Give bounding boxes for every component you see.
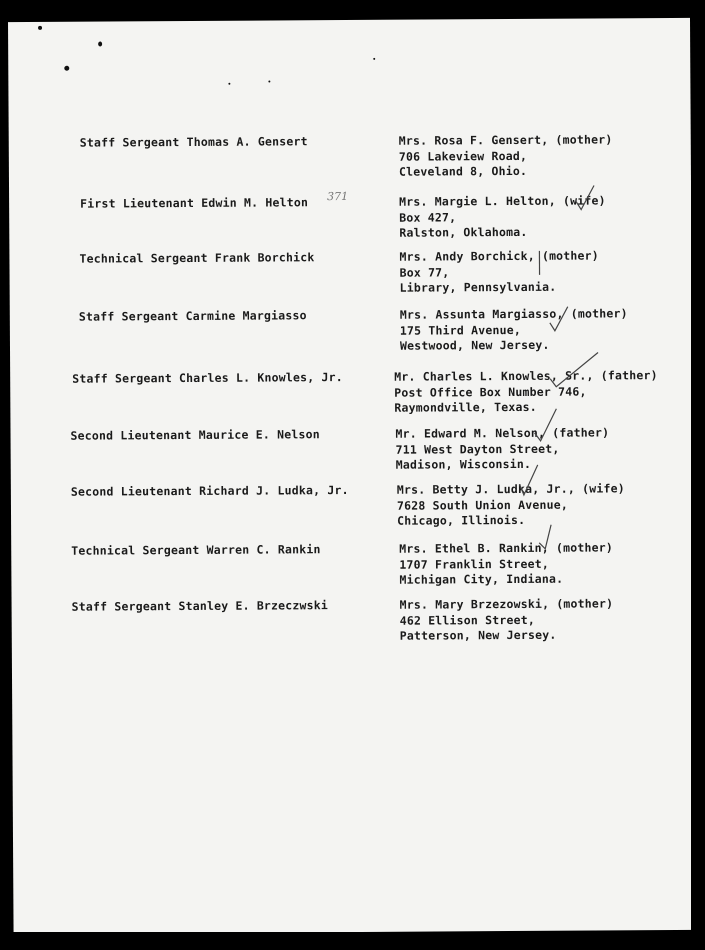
document-page xyxy=(8,18,696,934)
addr-line: Mr. Edward M. Nelson, (father) xyxy=(395,425,610,441)
next-of-kin-address xyxy=(397,481,625,529)
scan-edge xyxy=(0,932,705,950)
soldier-name: Second Lieutenant Maurice E. Nelson xyxy=(70,427,320,443)
soldier-name: Second Lieutenant Richard J. Ludka, Jr. xyxy=(70,483,349,499)
entry-3 xyxy=(9,248,691,300)
addr-line: Box 427, xyxy=(399,209,457,225)
addr-line: Mrs. Ethel B. Rankin, (mother) xyxy=(399,540,613,556)
addr-line: 711 West Dayton Street, xyxy=(395,441,560,457)
addr-line: Mrs. Rosa F. Gensert, (mother) xyxy=(398,132,613,148)
speck xyxy=(373,58,375,60)
pencil-check-mark xyxy=(548,303,572,333)
next-of-kin-address xyxy=(400,596,614,644)
speck xyxy=(228,83,230,85)
next-of-kin-address xyxy=(399,132,613,180)
entry-7 xyxy=(11,481,693,533)
speck xyxy=(38,26,42,30)
addr-line: Ralston, Oklahoma. xyxy=(399,224,528,240)
speck xyxy=(64,66,69,71)
addr-line: Mrs. Andy Borchick, (mother) xyxy=(399,248,599,264)
next-of-kin-address xyxy=(394,368,658,416)
addr-line: Westwood, New Jersey. xyxy=(399,337,550,353)
entry-6 xyxy=(10,425,692,477)
entry-9 xyxy=(12,596,694,648)
soldier-name: Staff Sergeant Thomas A. Gensert xyxy=(79,134,308,150)
speck xyxy=(268,80,270,82)
pencil-check-mark xyxy=(529,247,549,277)
pencil-note: 371 xyxy=(327,190,349,204)
entry-1 xyxy=(9,132,691,184)
addr-line: Mrs. Assunta Margiasso, (mother) xyxy=(399,306,628,322)
addr-line: Post Office Box Number 746, xyxy=(394,384,587,400)
addr-line: 175 Third Avenue, xyxy=(399,322,522,338)
soldier-name: Staff Sergeant Charles L. Knowles, Jr. xyxy=(72,370,343,386)
addr-line: Michigan City, Indiana. xyxy=(399,571,564,587)
pencil-check-mark xyxy=(532,407,558,443)
next-of-kin-address xyxy=(399,540,613,588)
addr-line: 1707 Franklin Street, xyxy=(399,556,549,572)
addr-line: Raymondville, Texas. xyxy=(394,399,537,415)
speck xyxy=(98,42,102,47)
pencil-check-mark xyxy=(548,350,600,388)
addr-line: Madison, Wisconsin. xyxy=(395,456,532,472)
addr-line: Box 77, xyxy=(399,264,450,280)
addr-line: Chicago, Illinois. xyxy=(397,512,526,528)
addr-line: Library, Pennsylvania. xyxy=(399,279,557,295)
addr-line: Mr. Charles L. Knowles, Sr., (father) xyxy=(394,368,658,384)
addr-line: Patterson, New Jersey. xyxy=(399,627,557,643)
soldier-name: First Lieutenant Edwin M. Helton xyxy=(80,195,309,211)
soldier-name: Technical Sergeant Frank Borchick xyxy=(79,250,315,266)
next-of-kin-address xyxy=(395,425,609,473)
addr-line: 706 Lakeview Road, xyxy=(398,148,528,164)
soldier-name: Technical Sergeant Warren C. Rankin xyxy=(71,542,321,558)
soldier-name: Staff Sergeant Stanley E. Brzeczwski xyxy=(71,598,329,614)
addr-line: Mrs. Mary Brzezowski, (mother) xyxy=(399,596,614,612)
entry-8 xyxy=(11,540,693,592)
addr-line: Mrs. Betty J. Ludka, Jr., (wife) xyxy=(396,481,625,497)
next-of-kin-address xyxy=(399,248,599,296)
soldier-name: Staff Sergeant Carmine Margiasso xyxy=(78,308,307,324)
next-of-kin-address xyxy=(400,306,628,354)
addr-line: Mrs. Margie L. Helton, (wife) xyxy=(399,193,606,209)
addr-line: 462 Ellison Street, xyxy=(399,612,536,628)
addr-line: 7628 South Union Avenue, xyxy=(396,497,568,513)
pencil-check-mark xyxy=(535,523,553,551)
pencil-check-mark xyxy=(516,463,540,497)
addr-line: Cleveland 8, Ohio. xyxy=(398,163,528,179)
scan-edge xyxy=(691,0,705,950)
pencil-check-mark xyxy=(574,183,598,213)
